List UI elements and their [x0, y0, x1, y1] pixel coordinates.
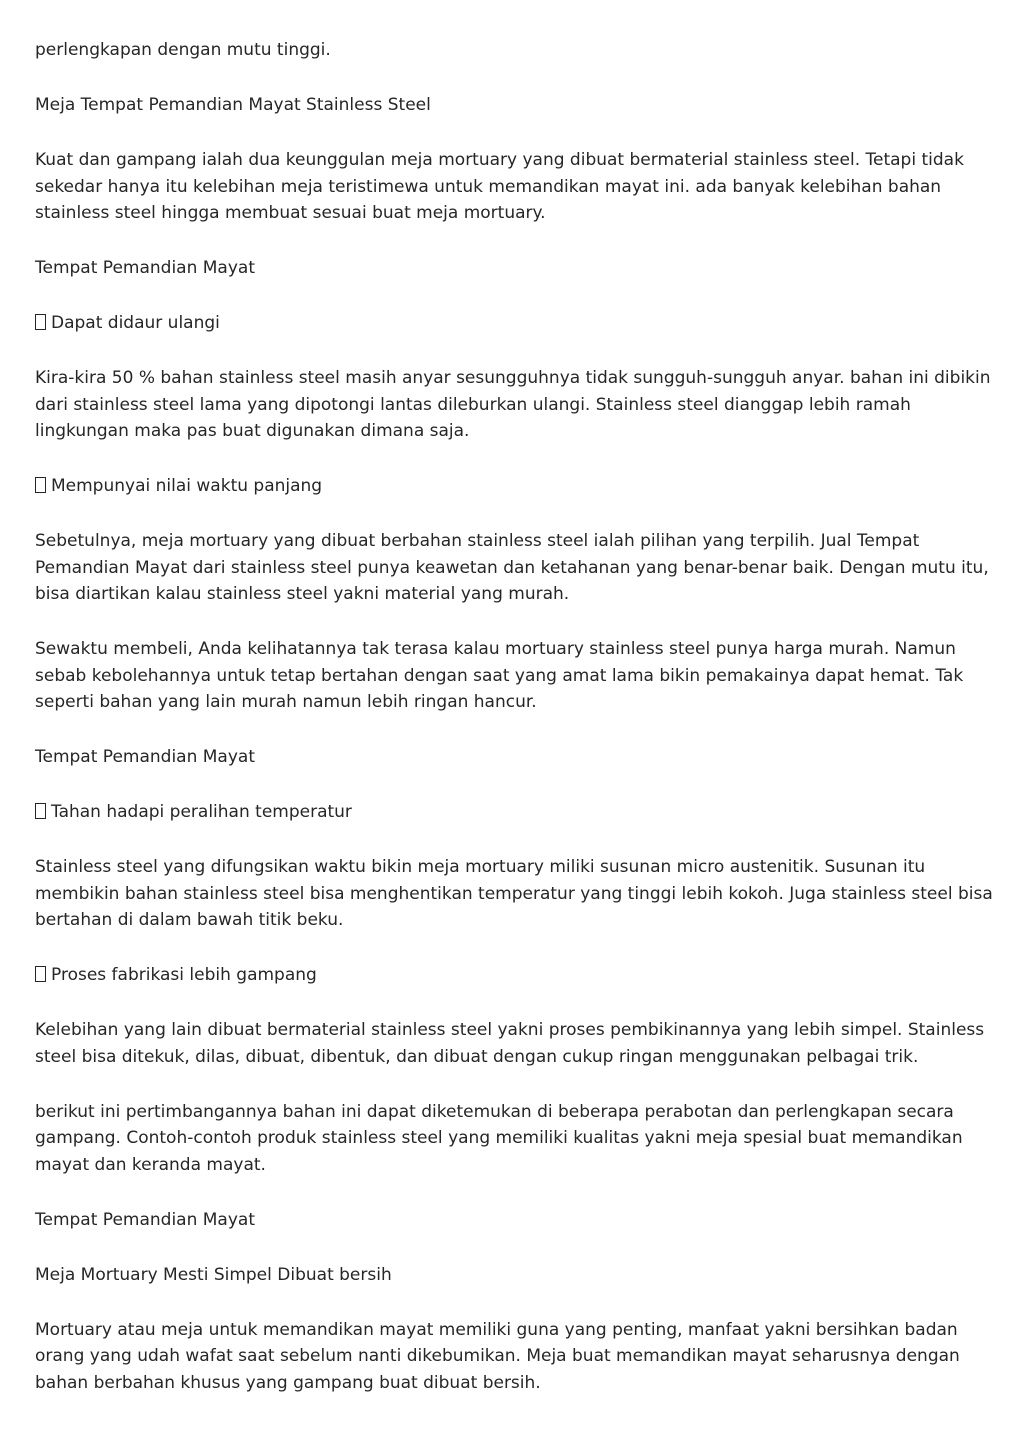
bullet-box-icon	[35, 803, 46, 819]
bullet-item-temperatur	[35, 799, 995, 826]
bullet-item-fabrikasi	[35, 962, 995, 989]
paragraph-produk: berikut ini pertimbangannya bahan ini dapat diketemukan di beberapa perabotan dan perlengkapan secara gampang. Contoh-contoh produk stainless steel yang memiliki kualitas yakni meja spesial buat memandikan mayat dan keranda mayat.	[35, 1101, 963, 1175]
bullet-item-daur-ulang	[35, 310, 995, 337]
bullet-box-icon	[35, 314, 46, 330]
bullet-box-icon	[35, 477, 46, 493]
paragraph-intro-end: perlengkapan dengan mutu tinggi.	[35, 40, 331, 60]
bullet-text: Mempunyai nilai waktu panjang	[51, 476, 323, 496]
paragraph-mortuary-guna: Mortuary atau meja untuk memandikan mayat memiliki guna yang penting, manfaat yakni bersihkan badan orang yang udah wafat saat sebelum nanti dikebumikan. Meja buat memandikan mayat seharusnya dengan bahan berbahan khusus yang gampang buat dibuat bersih.	[35, 1319, 960, 1393]
bullet-text: Dapat didaur ulangi	[51, 313, 220, 333]
heading-tempat-pemandian-1: Tempat Pemandian Mayat	[35, 258, 255, 278]
bullet-box-icon	[35, 966, 46, 982]
heading-meja-stainless: Meja Tempat Pemandian Mayat Stainless Steel	[35, 95, 431, 115]
bullet-text: Proses fabrikasi lebih gampang	[51, 965, 317, 985]
heading-meja-mortuary-bersih: Meja Mortuary Mesti Simpel Dibuat bersih	[35, 1264, 392, 1285]
document-page	[35, 37, 995, 1425]
paragraph-fabrikasi: Kelebihan yang lain dibuat bermaterial stainless steel yakni proses pembikinannya yang lebih simpel. Stainless steel bisa ditekuk, dilas, dibuat, dibentuk, dan dibuat dengan cukup ringan menggunakan pelbagai trik.	[35, 1020, 985, 1067]
bullet-item-nilai-waktu	[35, 473, 995, 500]
paragraph-harga: Sewaktu membeli, Anda kelihatannya tak terasa kalau mortuary stainless steel punya harga murah. Namun sebab kebolehannya untuk tetap bertahan dengan saat yang amat lama bikin pemakainya dapat hemat. Tak seperti bahan yang lain murah namun lebih ringan hancur.	[35, 639, 964, 712]
bullet-text: Tahan hadapi peralihan temperatur	[51, 802, 352, 822]
heading-tempat-pemandian-3: Tempat Pemandian Mayat	[35, 1209, 255, 1230]
paragraph-daur-ulang: Kira-kira 50 % bahan stainless steel masih anyar sesungguhnya tidak sungguh-sungguh anyar. bahan ini dibikin dari stainless steel lama yang dipotongi lantas dileburkan ulangi. Stainless steel dianggap lebih ramah lingkungan maka pas buat digunakan dimana saja.	[35, 368, 991, 441]
paragraph-keawetan: Sebetulnya, meja mortuary yang dibuat berbahan stainless steel ialah pilihan yang terpilih. Jual Tempat Pemandian Mayat dari stainless steel punya keawetan dan ketahanan yang benar-benar baik. Dengan mutu itu, bisa diartikan kalau stainless steel yakni material yang murah.	[35, 531, 989, 604]
paragraph-austenitik: Stainless steel yang difungsikan waktu bikin meja mortuary miliki susunan micro austenitik. Susunan itu membikin bahan stainless steel bisa menghentikan temperatur yang tinggi lebih kokoh. Juga stainless steel bisa bertahan di dalam bawah titik beku.	[35, 857, 993, 930]
heading-tempat-pemandian-2: Tempat Pemandian Mayat	[35, 747, 255, 767]
paragraph-keunggulan: Kuat dan gampang ialah dua keunggulan meja mortuary yang dibuat bermaterial stainless steel. Tetapi tidak sekedar hanya itu kelebihan meja teristimewa untuk memandikan mayat ini. ada banyak kelebihan bahan stainless steel hingga membuat sesuai buat meja mortuary.	[35, 150, 964, 223]
